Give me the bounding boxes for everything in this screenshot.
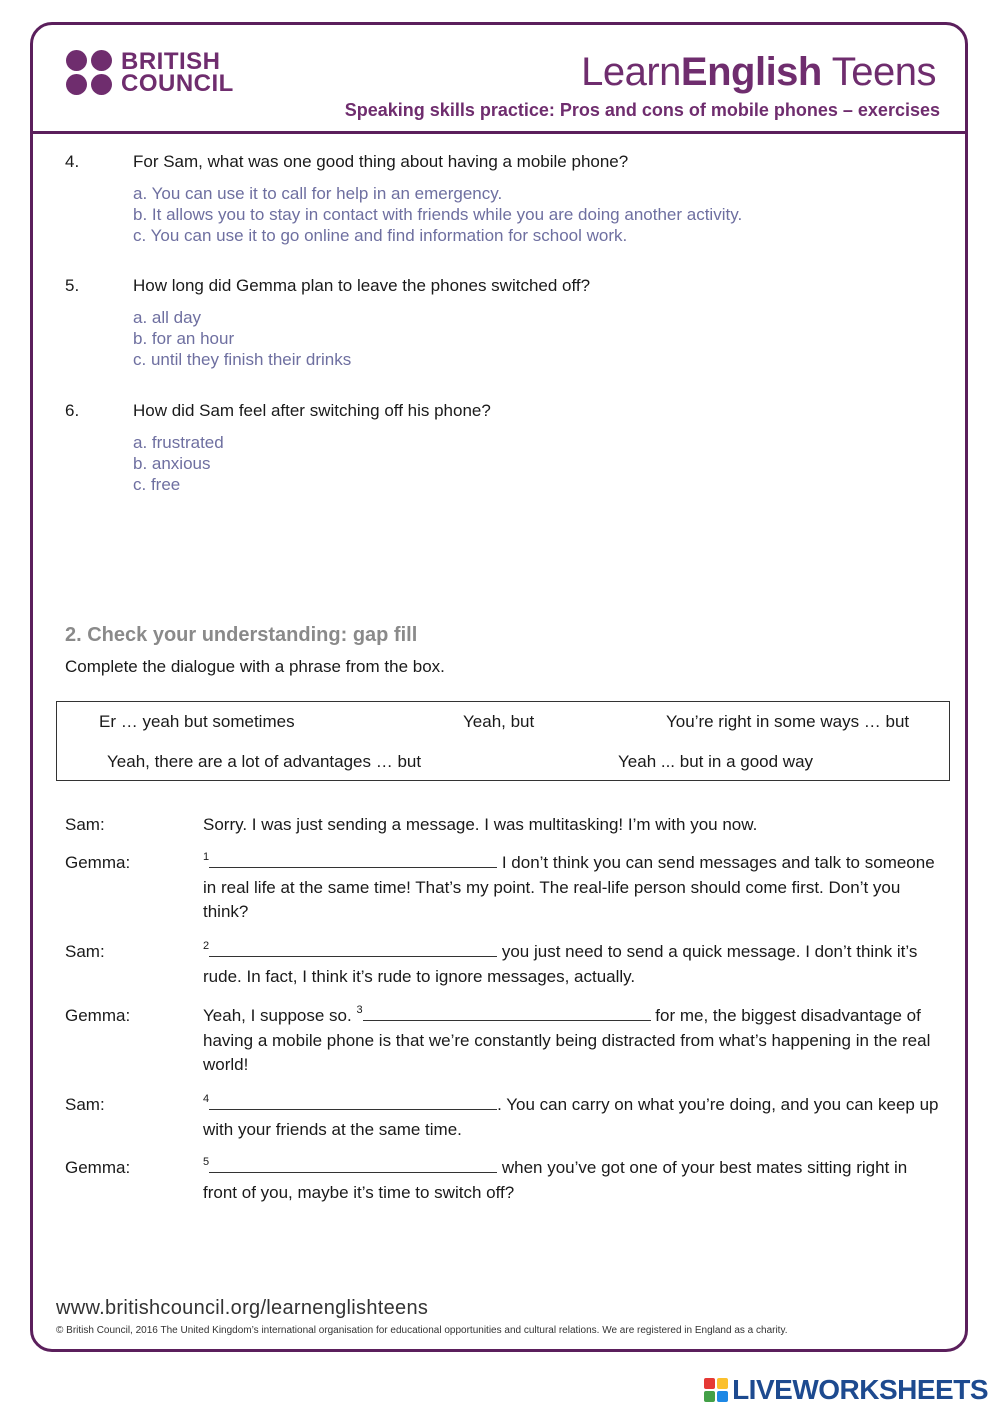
answer-options [133, 183, 742, 246]
page-subtitle: Speaking skills practice: Pros and cons of mobile phones – exercises [344, 100, 940, 120]
header-divider [30, 131, 968, 134]
question-number: 5. [65, 276, 80, 295]
option-a[interactable]: a. frustrated [133, 433, 224, 452]
gap-number: 3 [356, 1004, 363, 1016]
gap-blank-2[interactable] [209, 940, 497, 957]
learnenglish-teens-logo [581, 50, 936, 95]
option-c[interactable]: c. free [133, 475, 181, 494]
speaker: Sam: [65, 1095, 105, 1114]
gap-blank-1[interactable] [209, 851, 497, 868]
dialogue-before: Yeah, I suppose so. [203, 1006, 357, 1025]
option-b[interactable]: b. It allows you to stay in contact with friends while you are doing another activity. [133, 205, 743, 224]
phrase-box [56, 701, 950, 781]
option-a[interactable]: a. all day [133, 308, 202, 327]
gap-blank-4[interactable] [209, 1093, 497, 1110]
speaker: Gemma: [65, 1158, 131, 1177]
phrase-3[interactable]: You’re right in some ways … but [666, 712, 910, 731]
brand-prefix: Learn [581, 50, 681, 94]
dialogue-text [203, 1156, 945, 1205]
phrase-2[interactable]: Yeah, but [463, 712, 535, 731]
dialogue-before: Sorry. I was just sending a message. I was multitasking! I’m with you now. [203, 815, 758, 834]
option-b[interactable]: b. for an hour [133, 329, 235, 348]
british-council-logo [66, 47, 234, 97]
dialogue-text [203, 1093, 945, 1142]
copyright-text: © British Council, 2016 The United Kingdom’s international organisation for educational opportunities and cultural relations. We are registered in England as a charity. [56, 1325, 788, 1336]
question-text: How did Sam feel after switching off his phone? [133, 401, 491, 420]
dialogue-text [203, 851, 945, 925]
brand-suffix: Teens [821, 50, 936, 94]
speaker: Sam: [65, 942, 105, 961]
watermark-text: LIVEWORKSHEETS [732, 1374, 988, 1405]
phrase-5[interactable]: Yeah ... but in a good way [618, 752, 814, 771]
dialogue-after: . You can carry on what you’re doing, and you can keep up with your friends at the same time. [203, 1095, 939, 1139]
phrase-4[interactable]: Yeah, there are a lot of advantages … but [107, 752, 422, 771]
dialogue-after: you just need to send a quick message. I don’t think it’s rude. In fact, I think it’s rude to ignore messages, actually. [203, 942, 918, 986]
liveworksheets-icon [704, 1378, 728, 1402]
dialogue-after: when you’ve got one of your best mates sitting right in front of you, maybe it’s time to switch off? [203, 1158, 908, 1202]
brand-bold: English [680, 50, 822, 94]
liveworksheets-watermark [704, 1374, 988, 1406]
speaker: Gemma: [65, 853, 131, 872]
dialogue-after: for me, the biggest disadvantage of having a mobile phone is that we’re constantly being distracted from what’s happening in the real world! [203, 1006, 931, 1074]
question-text: For Sam, what was one good thing about having a mobile phone? [133, 152, 629, 171]
question-number: 6. [65, 401, 80, 420]
dialogue-text [203, 813, 945, 838]
option-c[interactable]: c. until they finish their drinks [133, 350, 352, 369]
section-instruction: Complete the dialogue with a phrase from the box. [65, 657, 445, 676]
gap-number: 4 [203, 1093, 210, 1105]
question-number: 4. [65, 152, 80, 171]
answer-options [133, 432, 224, 495]
gap-number: 1 [203, 851, 210, 863]
gap-blank-5[interactable] [209, 1156, 497, 1173]
dialogue-text [203, 1004, 945, 1078]
option-b[interactable]: b. anxious [133, 454, 211, 473]
british-council-dots-icon [66, 50, 113, 95]
gap-number: 5 [203, 1156, 210, 1168]
gap-number: 2 [203, 940, 210, 952]
logo-line-1: BRITISH [121, 47, 221, 75]
section-title: 2. Check your understanding: gap fill [65, 624, 418, 646]
option-a[interactable]: a. You can use it to call for help in an emergency. [133, 184, 503, 203]
gap-blank-3[interactable] [363, 1004, 651, 1021]
logo-line-2: COUNCIL [121, 69, 234, 97]
dialogue-after: I don’t think you can send messages and talk to someone in real life at the same time! That’s my point. The real-life person should come first. Don’t you think? [203, 853, 935, 921]
dialogue-text [203, 940, 945, 989]
speaker: Gemma: [65, 1006, 131, 1025]
option-c[interactable]: c. You can use it to go online and find information for school work. [133, 226, 628, 245]
phrase-1[interactable]: Er … yeah but sometimes [99, 712, 295, 731]
website-link[interactable]: www.britishcouncil.org/learnenglishteens [56, 1297, 429, 1319]
speaker: Sam: [65, 815, 105, 834]
question-text: How long did Gemma plan to leave the phones switched off? [133, 276, 591, 295]
answer-options [133, 307, 351, 370]
